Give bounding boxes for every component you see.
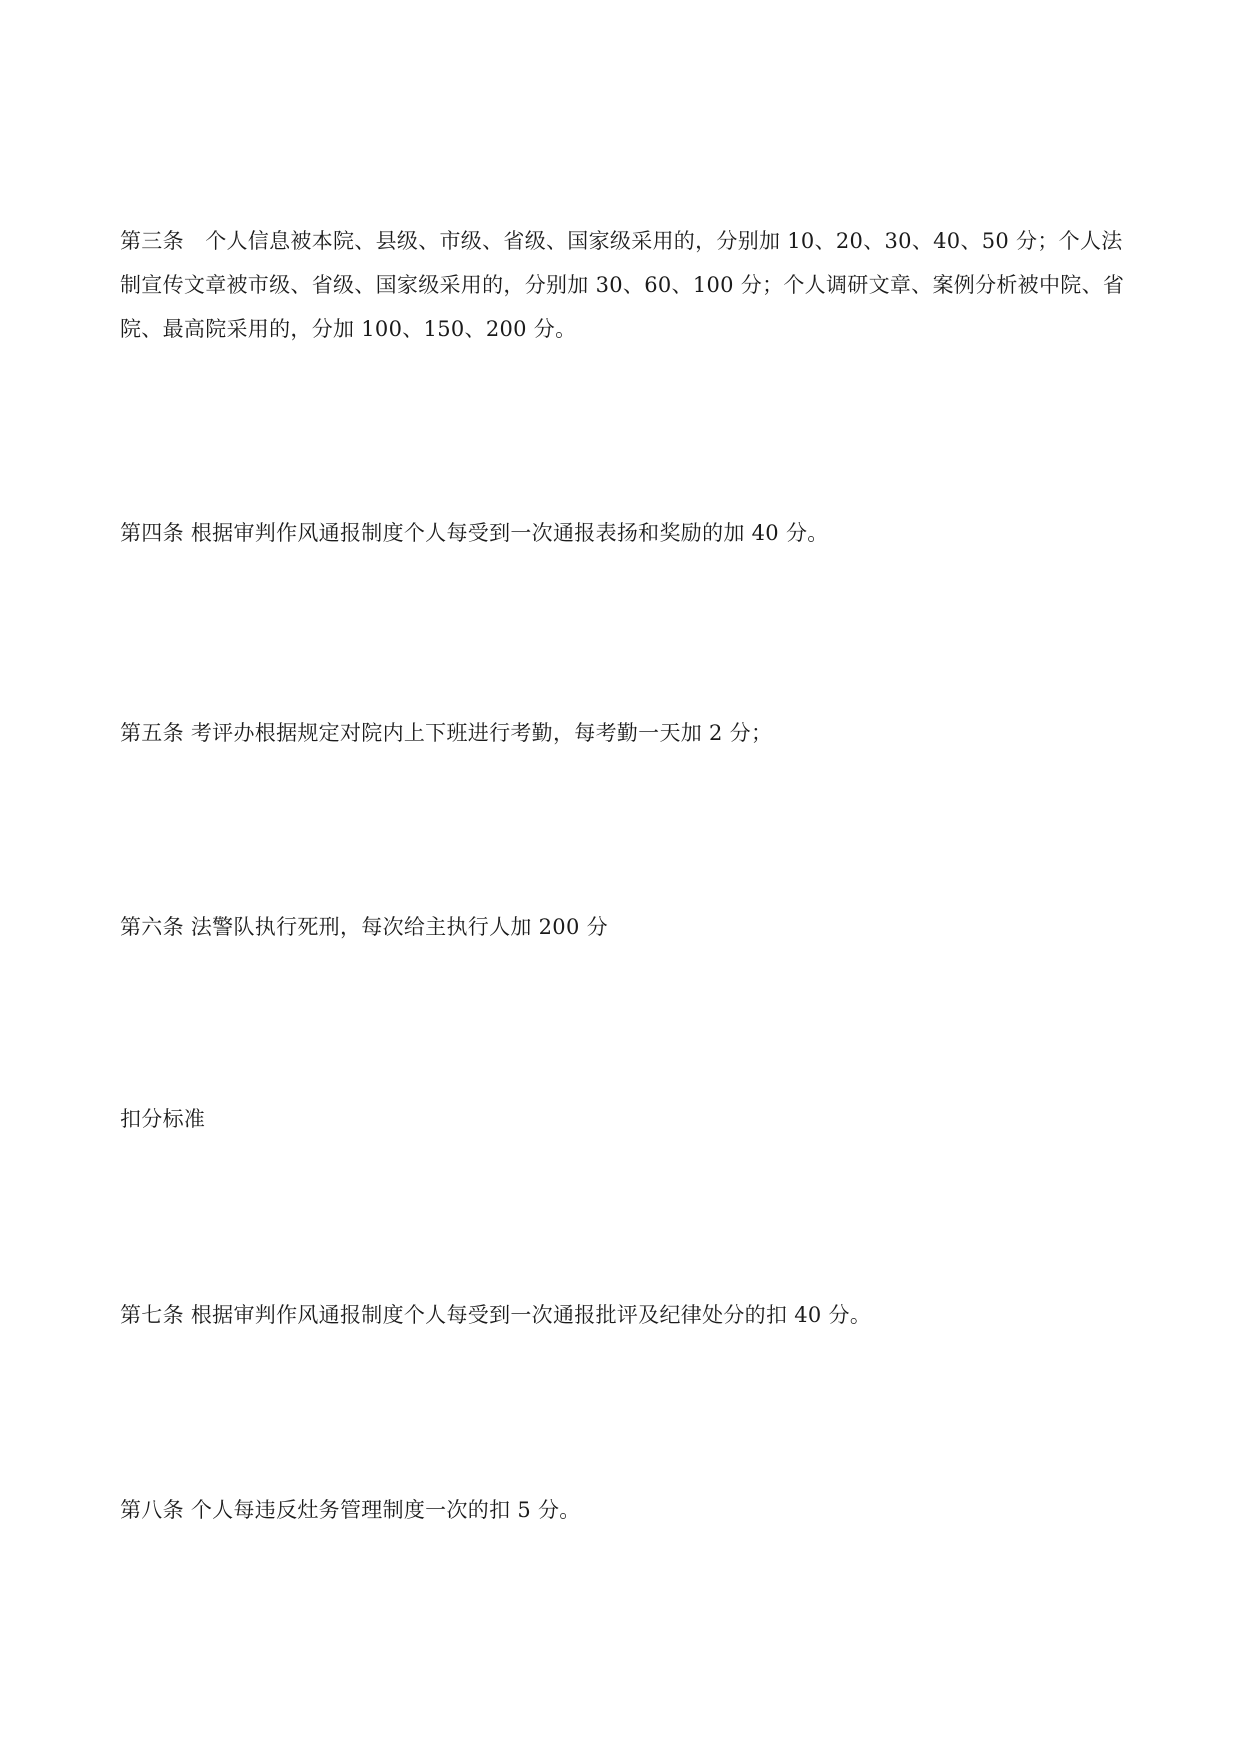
article-8-text: 第八条 个人每违反灶务管理制度一次的扣 5 分。: [120, 1498, 581, 1522]
article-7-text: 第七条 根据审判作风通报制度个人每受到一次通报批评及纪律处分的扣 40 分。: [120, 1303, 872, 1327]
article-5-text: 第五条 考评办根据规定对院内上下班进行考勤，每考勤一天加 2 分；: [120, 721, 773, 745]
article-6-text: 第六条 法警队执行死刑，每次给主执行人加 200 分: [120, 915, 608, 939]
article-4-text: 第四条 根据审判作风通报制度个人每受到一次通报表扬和奖励的加 40 分。: [120, 521, 829, 545]
article-3-text: 第三条 个人信息被本院、县级、市级、省级、国家级采用的，分别加 10、20、30、40、50 分；个人法制宣传文章被市级、省级、国家级采用的，分别加 30、60、100 分；个人调研文章、案例分析被中院、省院、最高院采用的，分加 100、150、200 分。: [120, 229, 1125, 341]
section-heading-deduction-standards: 扣分标准: [120, 1107, 206, 1131]
